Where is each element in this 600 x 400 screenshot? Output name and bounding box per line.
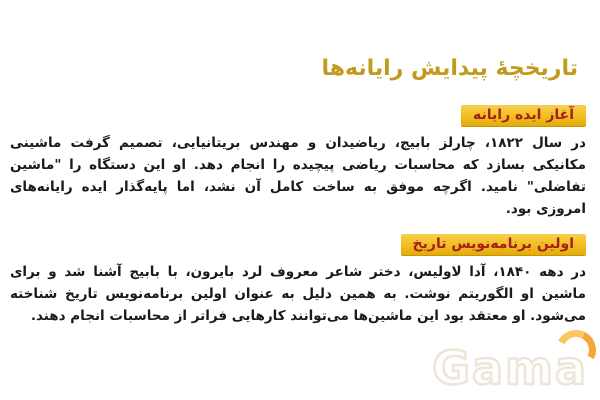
section-heading-badge: اولین برنامه‌نویس تاریخ <box>401 234 586 256</box>
section-first-programmer <box>10 233 586 327</box>
gama-logo <box>432 340 588 396</box>
gama-brand-text: Gama <box>432 341 588 395</box>
slide-title: تاریخچهٔ پیدایش رایانه‌ها <box>321 56 578 81</box>
section-computer-idea <box>10 104 586 220</box>
section-heading-row <box>10 233 586 259</box>
section-heading-row <box>10 104 586 130</box>
section-heading-badge: آغاز ایده رایانه <box>461 105 586 127</box>
section-body-text: در سال ۱۸۲۲، چارلز بابیج، ریاضیدان و مهندس بریتانیایی، تصمیم گرفت ماشینی مکانیکی بسازد که محاسبات ریاضی پیچیده را انجام دهد. او این دستگاه را "ماشین تفاضلی" نامید. اگرچه موفق به ساخت کامل آن نشد، اما پایه‌گذار ایده رایانه‌های امروزی بود. <box>10 135 586 217</box>
section-body-text: در دهه ۱۸۴۰، آدا لاولیس، دختر شاعر معروف لرد بایرون، با بابیج آشنا شد و برای ماشین او الگوریتم نوشت. به همین دلیل به عنوان اولین برنامه‌نویس تاریخ شناخته می‌شود. او معتقد بود این ماشین‌ها می‌توانند کارهایی فراتر از محاسبات انجام دهند. <box>10 264 587 324</box>
